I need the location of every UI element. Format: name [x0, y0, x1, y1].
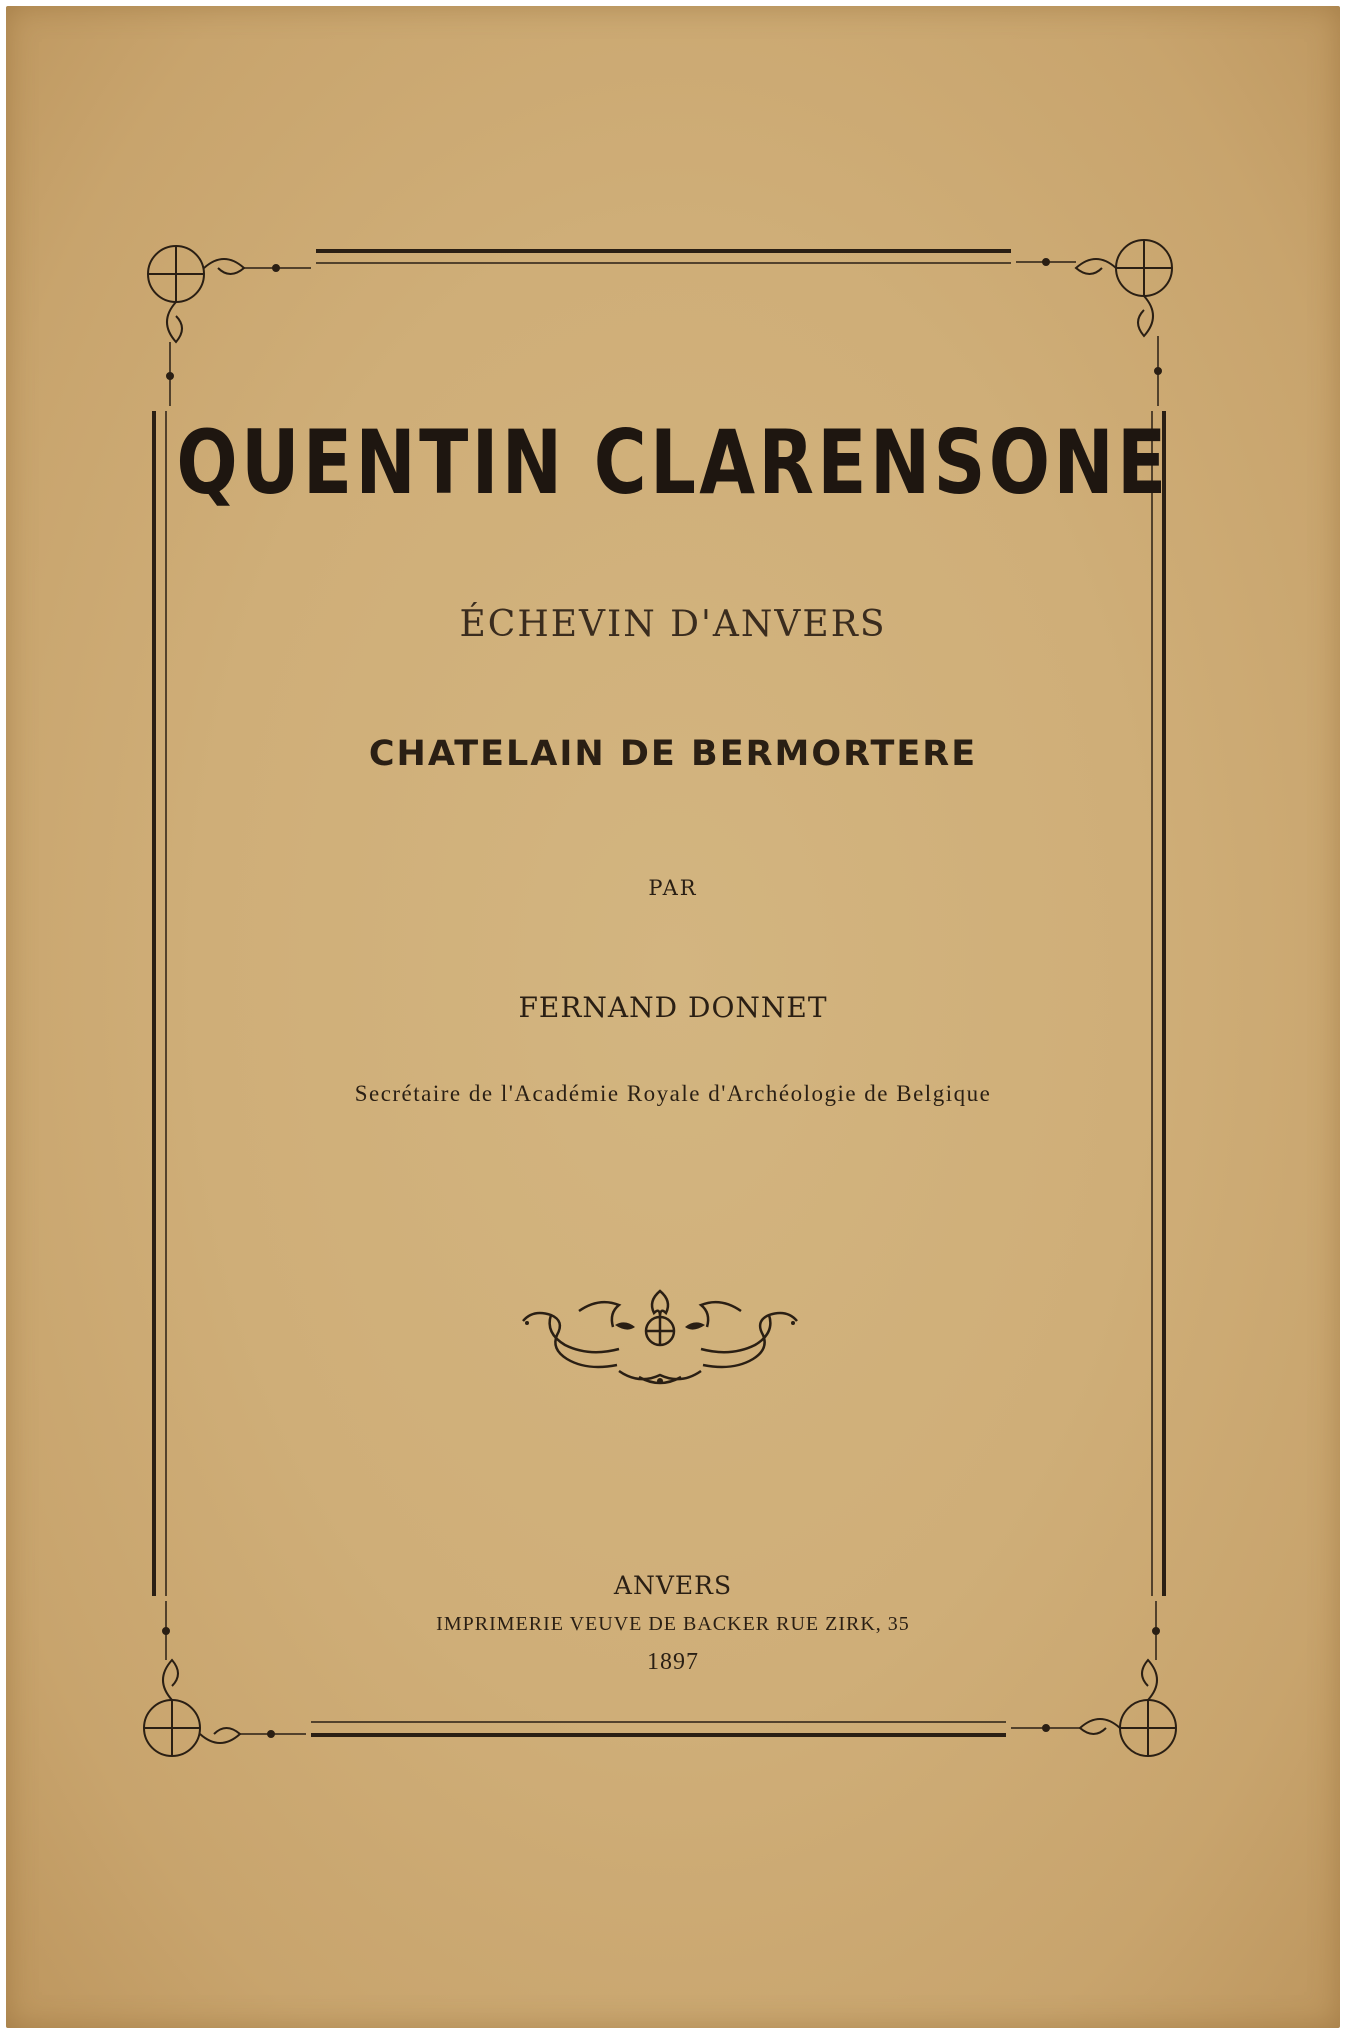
book-title: QUENTIN CLARENSONE [176, 411, 1170, 514]
swan-fleuron-ornament-icon [519, 1281, 801, 1391]
publication-year: 1897 [647, 1649, 699, 1675]
publication-city: ANVERS [613, 1571, 733, 1600]
author-name: FERNAND DONNET [518, 991, 828, 1024]
book-cover [6, 6, 1340, 2028]
author-affiliation: Secrétaire de l'Académie Royale d'Archéologie de Belgique [354, 1081, 992, 1106]
by-label: PAR [648, 876, 698, 900]
subtitle-chatelain: CHATELAIN DE BERMORTERE [368, 734, 978, 774]
printer-line: IMPRIMERIE VEUVE DE BACKER RUE ZIRK, 35 [436, 1613, 910, 1635]
subtitle-echevin: ÉCHEVIN D'ANVERS [459, 604, 887, 645]
